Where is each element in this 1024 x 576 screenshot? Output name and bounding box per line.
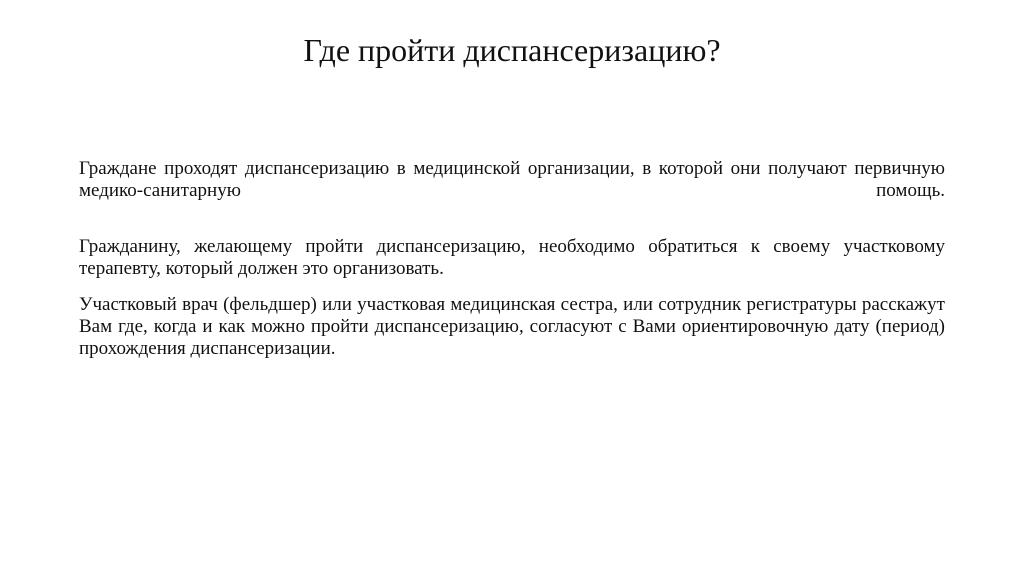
- slide-title: Где пройти диспансеризацию?: [303, 32, 721, 68]
- slide-body: [79, 158, 945, 360]
- paragraph-contact-therapist: Гражданину, желающему пройти диспансеризацию, необходимо обратиться к своему участковому терапевту, который должен это организовать.: [79, 236, 945, 279]
- paragraph-where-citizens-attend: Граждане проходят диспансеризацию в медицинской организации, в которой они получают первичную медико-санитарную помощь.: [79, 158, 945, 201]
- paragraph-staff-inform: Участковый врач (фельдшер) или участковая медицинская сестра, или сотрудник регистратуры расскажут Вам где, когда и как можно пройти диспансеризацию, согласуют с Вами ориентировочную дату (период) прохождения диспансеризации.: [79, 294, 945, 359]
